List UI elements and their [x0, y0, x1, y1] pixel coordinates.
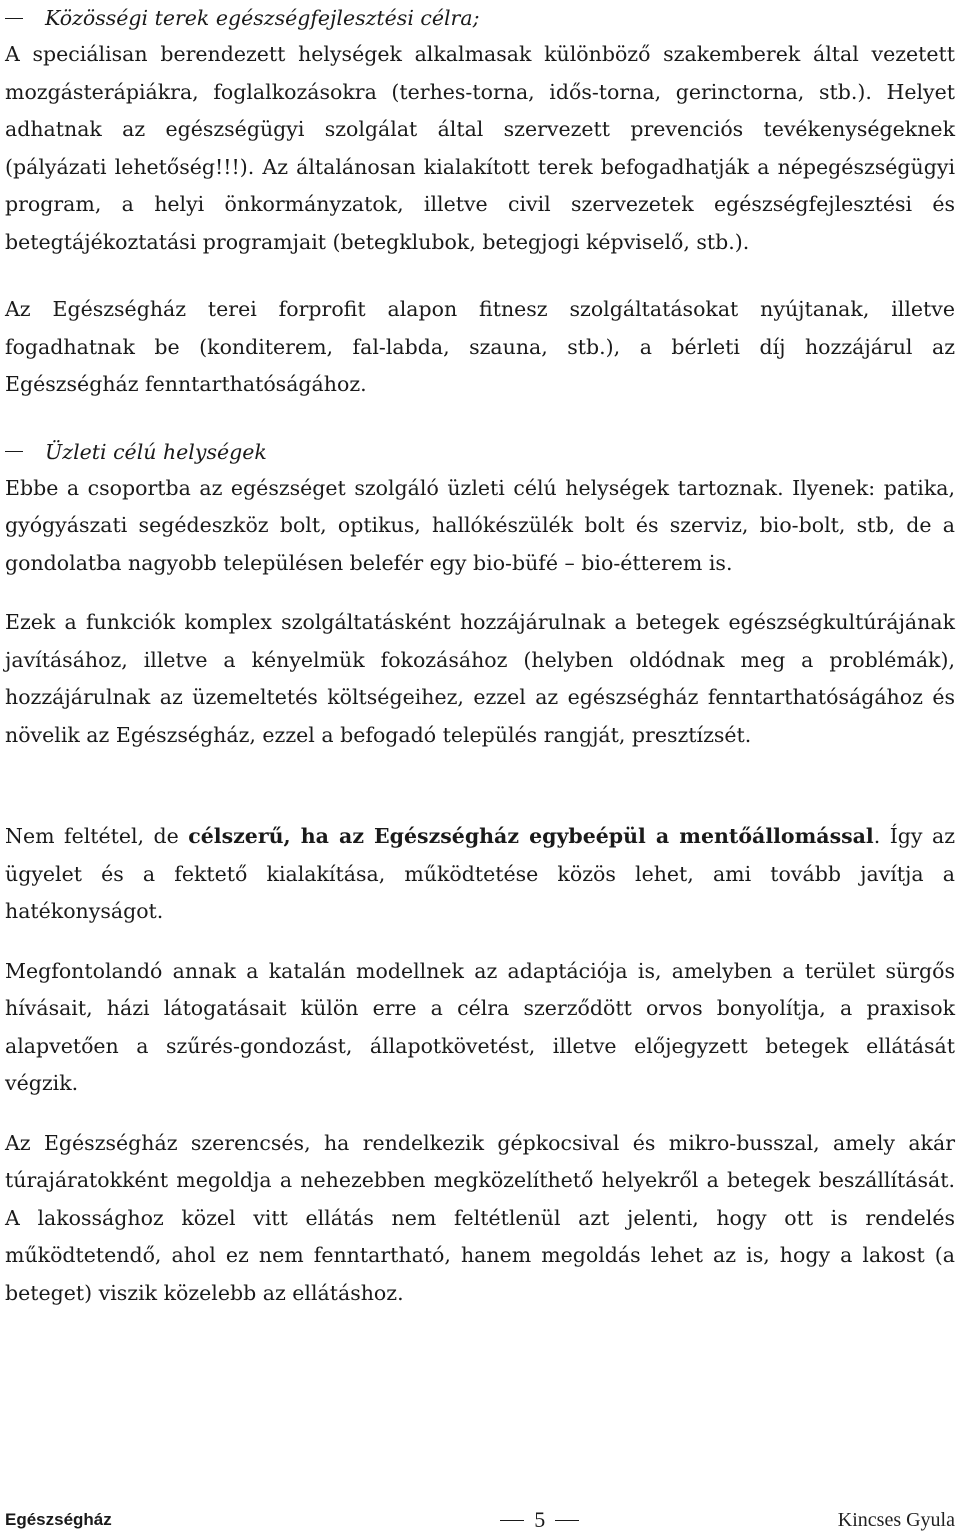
paragraph-forprofit: Az Egészségház terei forprofit alapon fitnesz szolgáltatásokat nyújtanak, illetve fogadhatnak be (konditerem, fal-labda, szauna, stb.), a bérleti díj hozzájárul az Egészségház fenntarthatóságához.	[5, 297, 955, 396]
text-run: Nem feltétel, de	[5, 824, 189, 848]
footer-title: Egészségház	[5, 1510, 112, 1529]
paragraph-community-spaces: A speciálisan berendezett helységek alkalmasak különböző szakemberek által vezetett mozgásterápiákra, foglalkozásokra (terhes-torna, idős-torna, gerinctorna, stb.). Helyet adhatnak az egészségügyi szolgálat által szervezett prevenciós tevékenységeknek (pályázati lehetőség!!!). Az általánosan kialakított terek befogadhatják a népegészségügyi program, a helyi önkormányzatok, illetve civil szervezetek egészségfejlesztési és betegtájékoztatási programjait (betegklubok, betegjogi képviselő, stb.).	[5, 42, 955, 254]
dash-bullet	[555, 1520, 579, 1521]
paragraph-ambulance	[5, 818, 955, 931]
dash-bullet	[500, 1520, 524, 1521]
page-footer	[5, 1505, 955, 1535]
dash-bullet	[5, 451, 23, 452]
paragraph-vehicles: Az Egészségház szerencsés, ha rendelkezik gépkocsival és mikro-busszal, amely akár túrajáratokként megoldja a nehezebben megközelíthető helyekről a betegek beszállítását. A lakossághoz közel vitt ellátás nem feltétlenül azt jelenti, hogy ott is rendelés működtetendő, ahol ez nem fenntartható, hanem megoldás lehet az is, hogy a lakost (a beteget) viszik közelebb az ellátáshoz.	[5, 1130, 955, 1305]
bold-text: célszerű, ha az Egészségház egybeépül a mentőállomással	[188, 824, 874, 848]
section-heading-business-rooms	[5, 434, 955, 470]
footer-page-number	[500, 1507, 579, 1533]
text-run: . Így az ügyelet és a fektető kialakítása, működtetése közös lehet, ami tovább javítja a hatékonyságot.	[5, 824, 956, 923]
page-number: 5	[534, 1507, 546, 1532]
heading-text: Közösségi terek egészségfejlesztési célra;	[45, 6, 480, 30]
document-page	[5, 0, 955, 1312]
paragraph-business-rooms: Ebbe a csoportba az egészséget szolgáló üzleti célú helységek tartoznak. Ilyenek: patika, gyógyászati segédeszköz bolt, optikus, hallókészülék bolt és szerviz, bio-bolt, stb, de a gondolatba nagyobb településen belefér egy bio-büfé – bio-étterem is.	[5, 475, 955, 575]
footer-author: Kincses Gyula	[837, 1508, 955, 1531]
dash-bullet	[5, 18, 23, 19]
paragraph-functions: Ezek a funkciók komplex szolgáltatásként hozzájárulnak a betegek egészségkultúrájának javításához, illetve a kényelmük fokozásához (helyben oldódnak meg a problémák), hozzájárulnak az üzemeltetés költségeihez, ezzel az egészségház fenntarthatóságához és növelik az Egészségház, ezzel a befogadó település rangját, presztízsét.	[5, 610, 955, 747]
section-heading-community-spaces	[5, 0, 955, 36]
paragraph-catalan-model: Megfontolandó annak a katalán modellnek az adaptációja is, amelyben a terület sürgős hívásait, házi látogatásait külön erre a célra szerződött orvos bonyolítja, a praxisok alapvetően a szűrés-gondozást, állapotkövetést, illetve előjegyzett betegek ellátását végzik.	[5, 958, 955, 1095]
heading-text: Üzleti célú helységek	[45, 439, 267, 464]
